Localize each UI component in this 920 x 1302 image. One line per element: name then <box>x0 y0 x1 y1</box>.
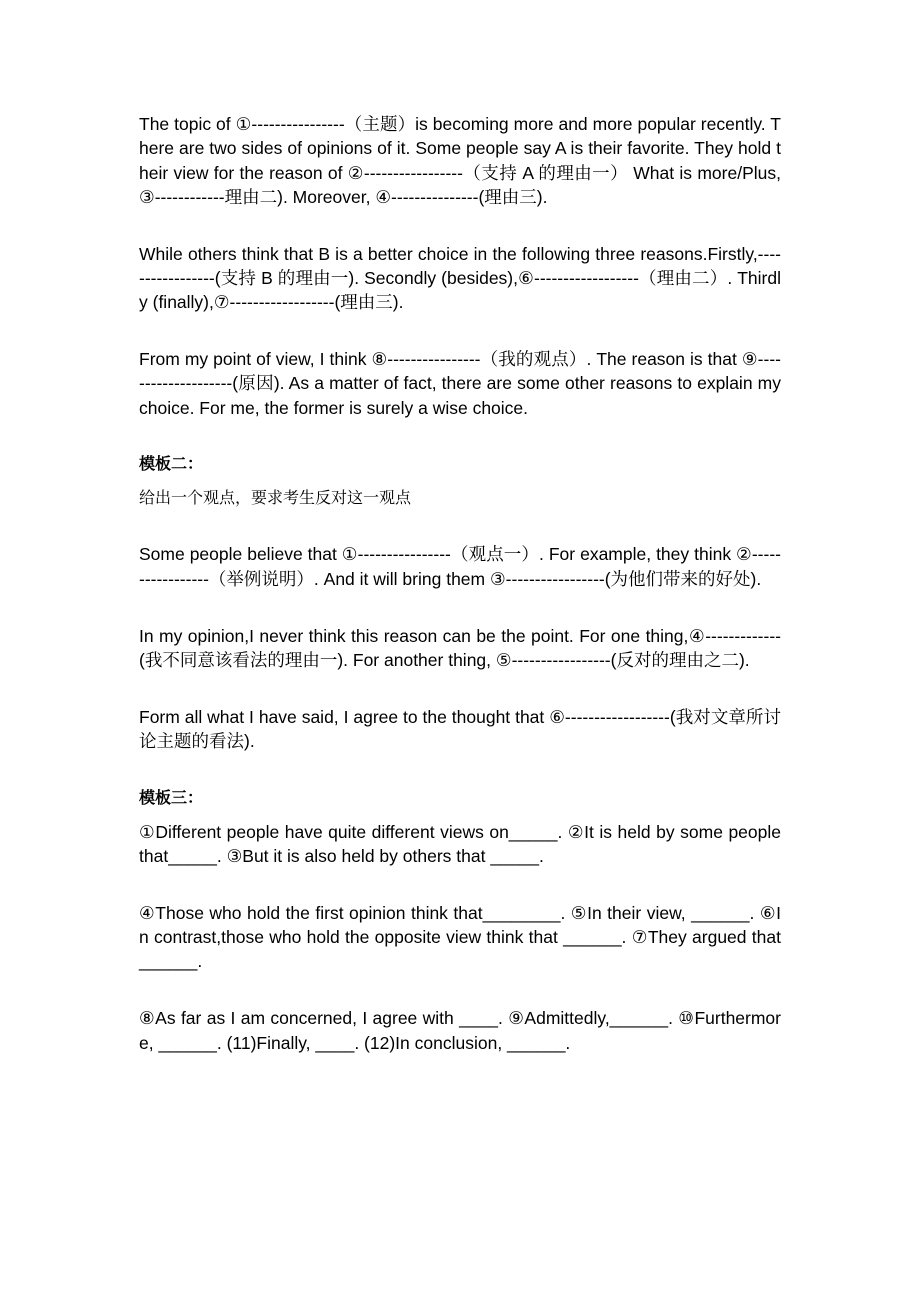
template2-heading: 模板二： <box>139 454 204 474</box>
template1-paragraph-3: From my point of view, I think ⑧----------------（我的观点）. The reason is that ⑨--------------------(原因). As a matter of fact, there are some other reasons to explain my choice. For me, the former is surely a wise choice. <box>139 349 781 418</box>
template3-paragraph-3: ⑧As far as I am concerned, I agree with ____. ⑨Admittedly,______. ⑩Furthermore, ______. (11)Finally, ____. (12)In conclusion, ______. <box>139 1008 781 1053</box>
template1-paragraph-1: The topic of ①----------------（主题）is becoming more and more popular recently. There are two sides of opinions of it. Some people say A is their favorite. They hold their view for the reason of ②-----------------（支持 A 的理由一） What is more/Plus, ③------------理由二). Moreover, ④---------------(理由三). <box>139 114 781 207</box>
template2-intro: 给出一个观点，要求考生反对这一观点 <box>139 488 412 508</box>
document-page <box>139 112 781 1087</box>
template3-paragraph-2: ④Those who hold the first opinion think that________. ⑤In their view, ______. ⑥In contrast,those who hold the opposite view think that ______. ⑦They argued that ______. <box>139 902 781 972</box>
template3-paragraph-1: ①Different people have quite different views on_____. ②It is held by some people that_____. ③But it is also held by others that _____. <box>139 821 781 867</box>
template3-heading: 模板三： <box>139 787 204 807</box>
template1-paragraph-2: While others think that B is a better choice in the following three reasons.Firstly,-----------------(支持 B 的理由一). Secondly (besides),⑥------------------（理由二）. Thirdly (finally),⑦------------------(理由三). <box>139 243 781 313</box>
template2-paragraph-1: Some people believe that ①----------------（观点一）. For example, they think ②-----------------（举例说明）. And it will bring them ③-----------------(为他们带来的好处). <box>139 544 781 589</box>
template2-paragraph-2: In my opinion,I never think this reason can be the point. For one thing,④-------------(我不同意该看法的理由一). For another thing, ⑤-----------------(反对的理由之二). <box>139 625 781 670</box>
template2-paragraph-3: Form all what I have said, I agree to the thought that ⑥------------------(我对文章所讨论主题的看法). <box>139 706 781 751</box>
